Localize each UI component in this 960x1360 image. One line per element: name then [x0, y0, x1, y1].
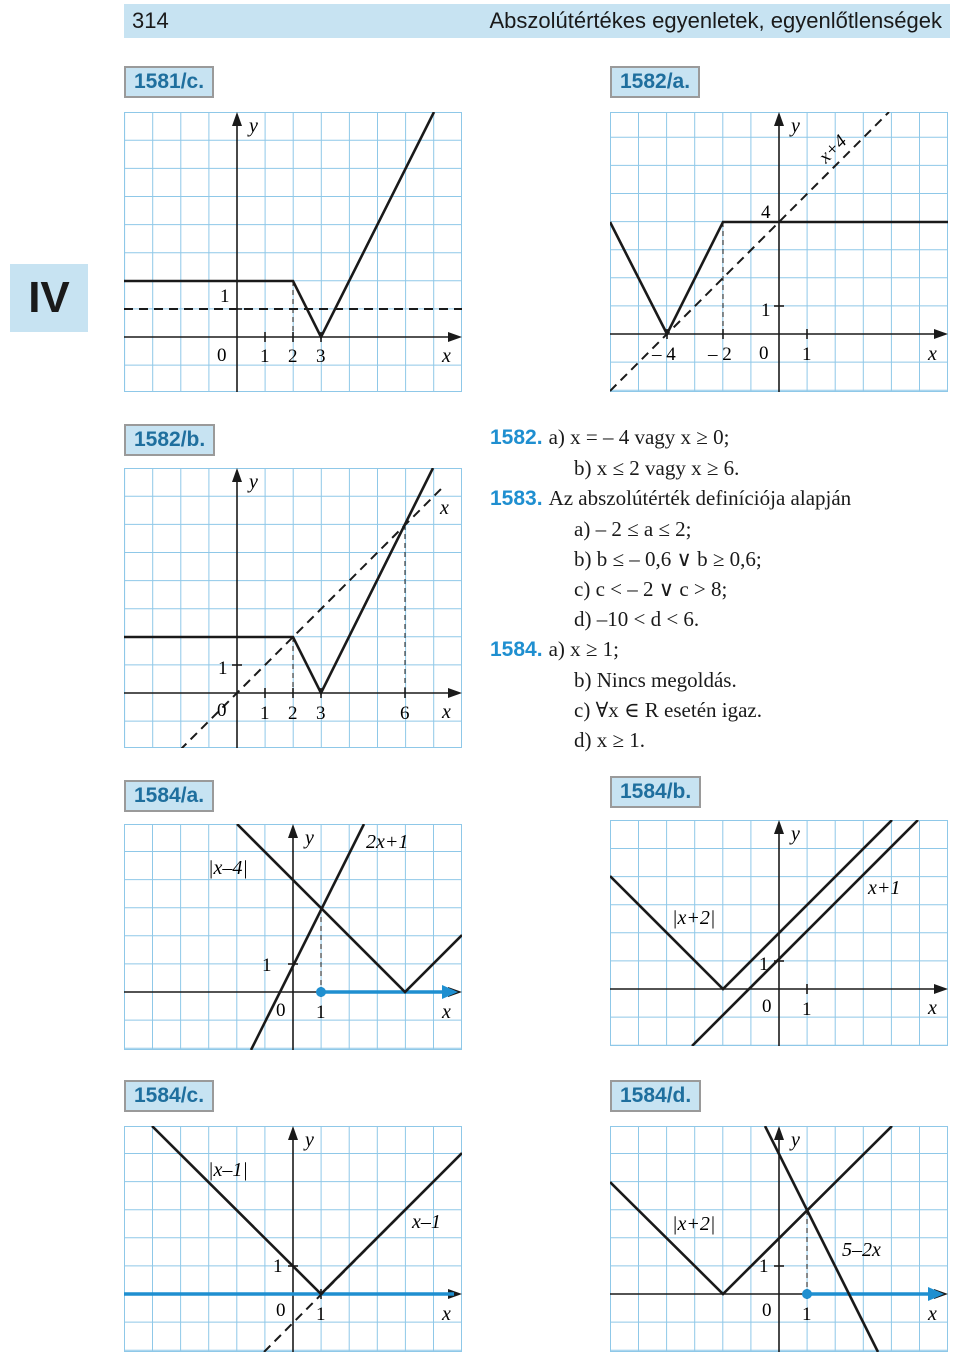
solution-line: d) x ≥ 1.: [574, 728, 646, 752]
label-1584b: 1584/b.: [610, 776, 701, 808]
tick-label: 0: [276, 1300, 286, 1321]
graph-1582b: [124, 468, 462, 753]
x-axis-label: x: [442, 1303, 451, 1325]
y-axis-label: y: [249, 471, 258, 493]
graph-1581c: [124, 112, 462, 397]
tick-label: 0: [276, 1000, 286, 1021]
page-header: [124, 4, 950, 38]
page-number: 314: [132, 8, 169, 33]
line-label: x+1: [868, 877, 901, 899]
chapter-tab: IV: [10, 264, 88, 332]
y-axis-label: y: [791, 823, 800, 845]
exercise-number: 1583.: [490, 487, 543, 510]
solution-ray-arrow: [928, 1287, 944, 1301]
x-axis-label: x: [442, 701, 451, 723]
abs-label: |x+2|: [672, 1213, 716, 1235]
x-axis-arrow: [934, 329, 948, 339]
graph-1584a: [124, 824, 462, 1055]
y-axis-arrow: [774, 820, 784, 834]
tick-label: 1: [273, 1256, 283, 1277]
line-label: 2x+1: [366, 831, 409, 853]
label-1581c: 1581/c.: [124, 66, 214, 98]
tick-label: 0: [762, 996, 772, 1017]
tick-label: 3: [316, 346, 326, 367]
y-axis-arrow: [232, 468, 242, 482]
exercise-number: 1584.: [490, 638, 543, 661]
tick-label: 1: [761, 300, 771, 321]
x-axis-label: x: [442, 1001, 451, 1023]
solution-line: c) ∀x ∈ R esetén igaz.: [574, 698, 762, 722]
graph-1584c: [124, 1126, 462, 1357]
y-axis-label: y: [305, 827, 314, 849]
tick-label: 3: [316, 703, 326, 724]
tick-label: 1: [316, 1304, 326, 1325]
y-axis-arrow: [774, 1126, 784, 1140]
x-axis-arrow: [934, 984, 948, 994]
y-axis-arrow: [288, 1126, 298, 1140]
solution-line: b) b ≤ – 0,6 ∨ b ≥ 0,6;: [574, 547, 762, 571]
tick-label: 1: [802, 1304, 812, 1325]
y-axis-arrow: [288, 824, 298, 838]
tick-label: 1: [218, 658, 228, 679]
abs-label: |x–1|: [208, 1159, 248, 1181]
label-1582b: 1582/b.: [124, 424, 215, 456]
solutions-text: [490, 422, 955, 755]
tick-label: 1: [759, 1256, 769, 1277]
tick-label: 0: [217, 345, 227, 366]
solution-line: a) – 2 ≤ a ≤ 2;: [574, 517, 692, 541]
line-label: x: [440, 497, 449, 519]
solution-line: Az abszolútérték definíciója alapján: [548, 486, 852, 510]
exercise-number: 1582.: [490, 426, 543, 449]
solution-point: [316, 987, 326, 997]
line-label: x–1: [412, 1211, 441, 1233]
solution-ray-arrow: [442, 985, 458, 999]
label-1582a: 1582/a.: [610, 66, 700, 98]
solution-line: c) c < – 2 ∨ c > 8;: [574, 577, 728, 601]
tick-label: 2: [288, 703, 298, 724]
x-axis-label: x: [442, 345, 451, 367]
tick-label: 4: [761, 202, 771, 223]
solution-line: b) Nincs megoldás.: [574, 668, 737, 692]
tick-label: 0: [217, 700, 227, 721]
tick-label: 1: [316, 1002, 326, 1023]
x-axis-arrow: [448, 332, 462, 342]
chapter-title: Abszolútértékes egyenletek, egyenlőtlenségek: [489, 8, 942, 33]
label-1584d: 1584/d.: [610, 1080, 701, 1112]
line-label: x+4: [814, 130, 852, 168]
graph-1582a: [610, 112, 948, 397]
solution-line: a) x ≥ 1;: [548, 637, 619, 661]
y-axis-label: y: [791, 115, 800, 137]
solution-line: b) x ≤ 2 vagy x ≥ 6.: [574, 456, 740, 480]
line-label: 5–2x: [842, 1239, 881, 1261]
y-axis-label: y: [305, 1129, 314, 1151]
tick-label: 1: [220, 286, 230, 307]
graph-1584b: [610, 820, 948, 1051]
tick-label: 2: [288, 346, 298, 367]
x-axis-label: x: [928, 343, 937, 365]
solution-line: a) x = – 4 vagy x ≥ 0;: [548, 425, 730, 449]
tick-label: – 2: [708, 344, 732, 365]
graph-1584d: [610, 1126, 948, 1357]
tick-label: 0: [762, 1300, 772, 1321]
abs-label: |x+2|: [672, 907, 716, 929]
y-axis-label: y: [249, 115, 258, 137]
y-axis-arrow: [232, 112, 242, 126]
graph-line: [251, 824, 364, 1050]
tick-label: 1: [260, 703, 270, 724]
tick-label: 1: [802, 999, 812, 1020]
tick-label: 0: [759, 343, 769, 364]
y-axis-arrow: [774, 112, 784, 126]
x-axis-arrow: [448, 688, 462, 698]
x-axis-label: x: [928, 1303, 937, 1325]
x-axis-label: x: [928, 997, 937, 1019]
tick-label: 6: [400, 703, 410, 724]
tick-label: 1: [759, 954, 769, 975]
label-1584c: 1584/c.: [124, 1080, 214, 1112]
solution-line: d) –10 < d < 6.: [574, 607, 700, 631]
tick-label: 1: [262, 955, 272, 976]
y-axis-label: y: [791, 1129, 800, 1151]
tick-label: 1: [260, 346, 270, 367]
solution-point: [802, 1289, 812, 1299]
label-1584a: 1584/a.: [124, 780, 214, 812]
tick-label: 1: [802, 344, 812, 365]
tick-label: – 4: [652, 344, 676, 365]
abs-label: |x–4|: [208, 857, 248, 879]
